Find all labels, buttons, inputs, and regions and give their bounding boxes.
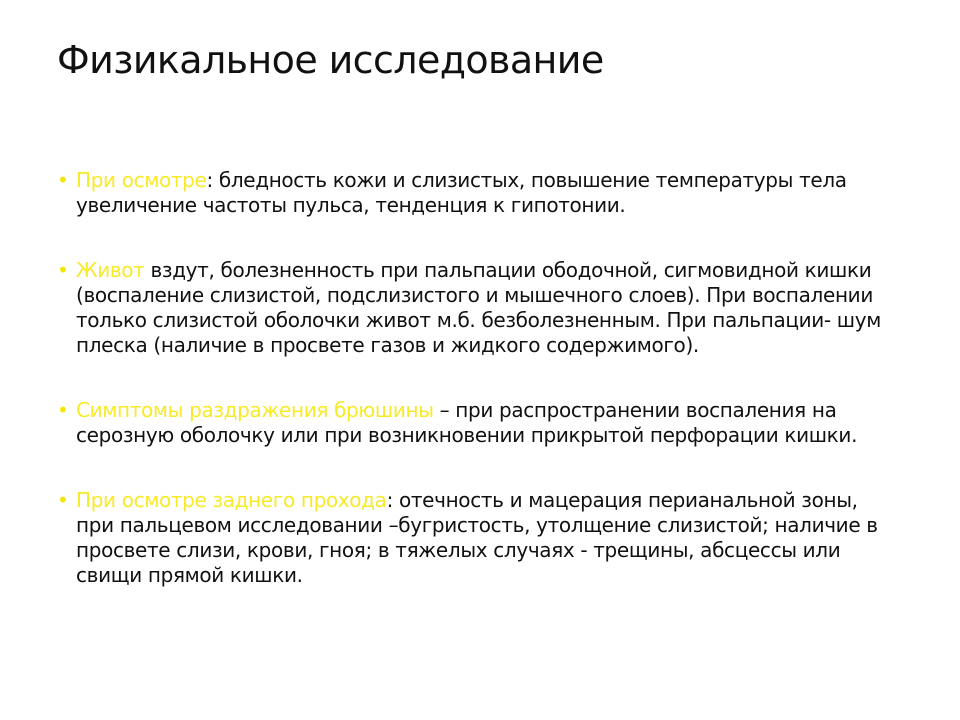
bullet-list bbox=[57, 168, 897, 628]
bullet-highlight: При осмотре bbox=[76, 168, 207, 192]
bullet-text: – при распространении воспаления на серозную оболочку или при возникновении прикрытой перфорации кишки. bbox=[76, 398, 858, 447]
bullet-item-examination bbox=[57, 168, 897, 218]
bullet-item-abdomen bbox=[57, 258, 897, 358]
bullet-highlight: Симптомы раздражения брюшины bbox=[76, 398, 434, 422]
bullet-item-peritoneal-symptoms bbox=[57, 398, 897, 448]
bullet-marker: • bbox=[57, 398, 69, 422]
bullet-item-anal-examination bbox=[57, 488, 897, 588]
bullet-text: : бледность кожи и слизистых, повышение температуры тела увеличение частоты пульса, тенденция к гипотонии. bbox=[76, 168, 847, 217]
bullet-marker: • bbox=[57, 258, 69, 282]
bullet-highlight: Живот bbox=[76, 258, 145, 282]
bullet-marker: • bbox=[57, 168, 69, 192]
bullet-marker: • bbox=[57, 488, 69, 512]
bullet-highlight: При осмотре заднего прохода bbox=[76, 488, 387, 512]
bullet-text: : отечность и мацерация перианальной зоны, при пальцевом исследовании –бугристость, утолщение слизистой; наличие в просвете слизи, крови, гноя; в тяжелых случаях - трещины, абсцессы или свищи прямой кишки. bbox=[76, 488, 878, 587]
bullet-text: вздут, болезненность при пальпации ободочной, сигмовидной кишки (воспаление слизистой, подслизистого и мышечного слоев). При воспалении только слизистой оболочки живот м.б. безболезненным. При пальпации- шум плеска (наличие в просвете газов и жидкого содержимого). bbox=[76, 258, 881, 357]
slide-title: Физикальное исследование bbox=[57, 38, 604, 82]
